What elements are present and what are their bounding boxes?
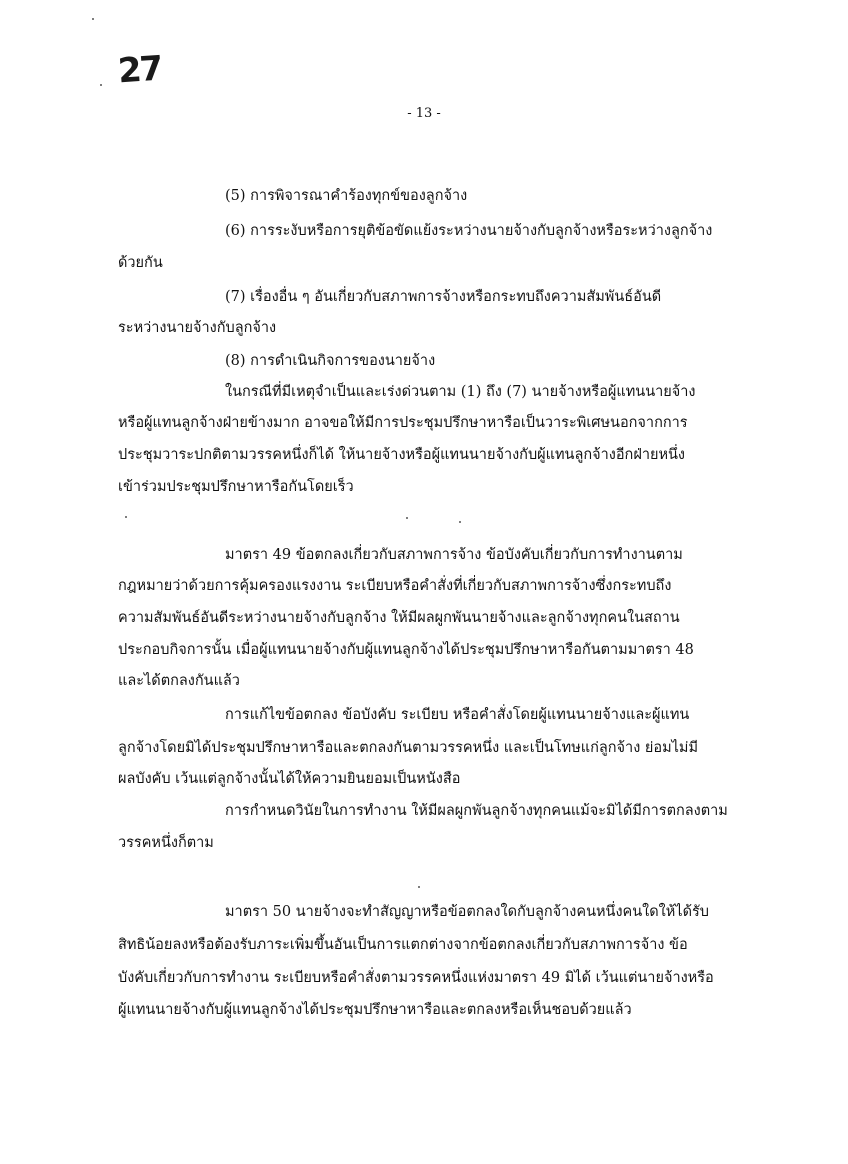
scan-speck: [459, 521, 461, 523]
text-line: ลูกจ้างโดยมิได้ประชุมปรึกษาหารือและตกลงกันตามวรรคหนึ่ง และเป็นโทษแก่ลูกจ้าง ย่อมไม่มี: [118, 740, 699, 756]
handwritten-page-number: 27: [116, 48, 163, 92]
text-line: เข้าร่วมประชุมปรึกษาหารือกันโดยเร็ว: [118, 479, 354, 495]
text-line: การแก้ไขข้อตกลง ข้อบังคับ ระเบียบ หรือคำสั่งโดยผู้แทนนายจ้างและผู้แทน: [225, 707, 690, 723]
scan-speck: [100, 84, 102, 86]
text-line: การกำหนดวินัยในการทำงาน ให้มีผลผูกพันลูกจ้างทุกคนแม้จะมิได้มีการตกลงตาม: [225, 803, 728, 819]
text-line: มาตรา 50 นายจ้างจะทำสัญญาหรือข้อตกลงใดกับลูกจ้างคนหนึ่งคนใดให้ได้รับ: [225, 904, 709, 920]
text-line: (7) เรื่องอื่น ๆ อันเกี่ยวกับสภาพการจ้างหรือกระทบถึงความสัมพันธ์อันดี: [225, 289, 662, 305]
scan-speck: [418, 886, 420, 888]
text-line: บังคับเกี่ยวกับการทำงาน ระเบียบหรือคำสั่งตามวรรคหนึ่งแห่งมาตรา 49 มิได้ เว้นแต่นายจ้างหรือ: [118, 970, 714, 986]
scan-speck: [125, 516, 127, 518]
text-line: วรรคหนึ่งก็ตาม: [118, 835, 214, 851]
text-line: ด้วยกัน: [118, 255, 163, 271]
scan-speck: [92, 18, 94, 20]
text-line: (6) การระงับหรือการยุติข้อขัดแย้งระหว่างนายจ้างกับลูกจ้างหรือระหว่างลูกจ้าง: [225, 223, 713, 239]
text-line: มาตรา 49 ข้อตกลงเกี่ยวกับสภาพการจ้าง ข้อบังคับเกี่ยวกับการทำงานตาม: [225, 547, 683, 563]
text-line: ประชุมวาระปกติตามวรรคหนึ่งก็ได้ ให้นายจ้างหรือผู้แทนนายจ้างกับผู้แทนลูกจ้างอีกฝ่ายหนึ่ง: [118, 447, 686, 463]
text-line: ในกรณีที่มีเหตุจำเป็นและเร่งด่วนตาม (1) ถึง (7) นายจ้างหรือผู้แทนนายจ้าง: [225, 384, 696, 400]
text-line: ประกอบกิจการนั้น เมื่อผู้แทนนายจ้างกับผู้แทนลูกจ้างได้ประชุมปรึกษาหารือกันตามมาตรา 48: [118, 642, 694, 658]
text-line: (5) การพิจารณาคำร้องทุกข์ของลูกจ้าง: [225, 188, 468, 204]
text-line: ผลบังคับ เว้นแต่ลูกจ้างนั้นได้ให้ความยินยอมเป็นหนังสือ: [118, 771, 461, 787]
text-line: ความสัมพันธ์อันดีระหว่างนายจ้างกับลูกจ้าง ให้มีผลผูกพันนายจ้างและลูกจ้างทุกคนในสถาน: [118, 610, 680, 626]
page-number: - 13 -: [407, 106, 441, 121]
text-line: หรือผู้แทนลูกจ้างฝ่ายข้างมาก อาจขอให้มีการประชุมปรึกษาหารือเป็นวาระพิเศษนอกจากการ: [118, 415, 688, 431]
text-line: กฎหมายว่าด้วยการคุ้มครองแรงงาน ระเบียบหรือคำสั่งที่เกี่ยวกับสภาพการจ้างซึ่งกระทบถึง: [118, 578, 672, 594]
text-line: (8) การดำเนินกิจการของนายจ้าง: [225, 353, 436, 369]
text-line: สิทธิน้อยลงหรือต้องรับภาระเพิ่มขึ้นอันเป็นการแตกต่างจากข้อตกลงเกี่ยวกับสภาพการจ้าง ข้อ: [118, 937, 688, 953]
text-line: และได้ตกลงกันแล้ว: [118, 673, 240, 689]
scan-speck: [406, 517, 408, 519]
text-line: ผู้แทนนายจ้างกับผู้แทนลูกจ้างได้ประชุมปรึกษาหารือและตกลงหรือเห็นชอบด้วยแล้ว: [118, 1002, 632, 1018]
text-line: ระหว่างนายจ้างกับลูกจ้าง: [118, 320, 277, 336]
